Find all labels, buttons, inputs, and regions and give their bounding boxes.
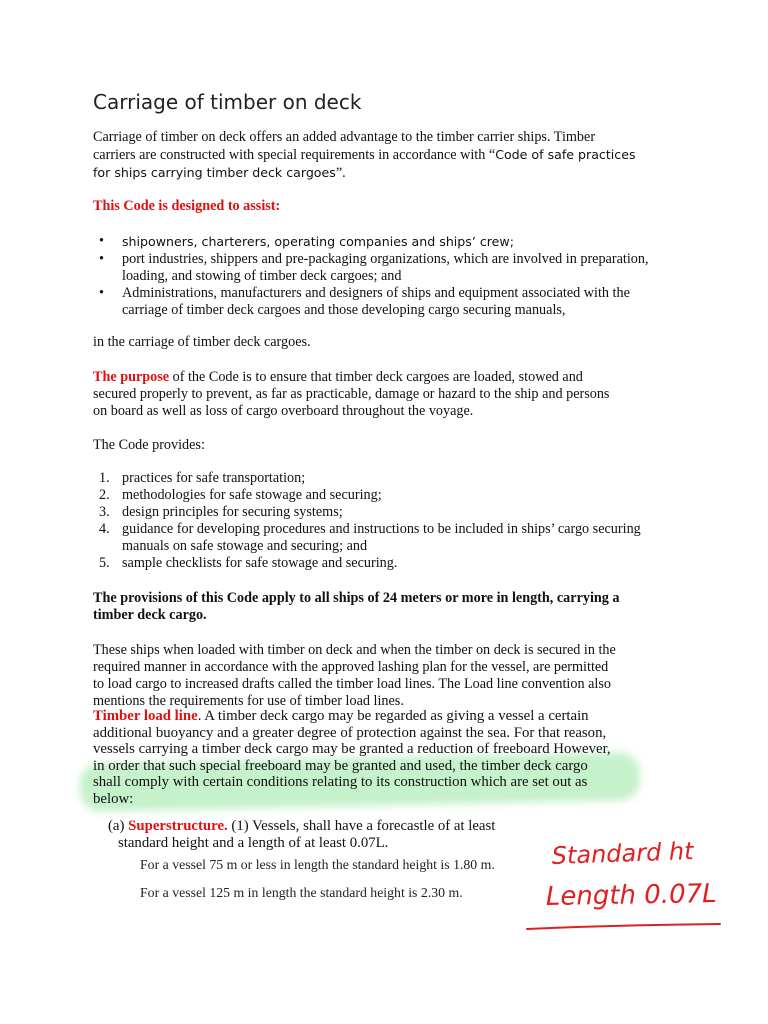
- intro-line-3a: for ships carrying timber deck cargoes: [93, 165, 336, 180]
- intro-line-1: Carriage of timber on deck offers an added advantage to the timber carrier ships. Timber: [93, 129, 596, 145]
- list-item: 1. practices for safe transportation;: [99, 470, 306, 486]
- highlighted-text: , the timber deck cargo: [452, 757, 588, 774]
- timber-load-line-paragraph: Timber load line. A timber deck cargo may be regarded as giving a vessel a certain additional buoyancy and a greater degree of protection against the sea. For that reason, vessels carrying a timber deck cargo may be granted a reduction of freeboard However, in order that such special freeboard may be granted and used, the timber deck cargo shall comply with certain conditions relating to its construction which are set out as below:: [93, 708, 611, 807]
- list-item: 5. sample checklists for safe stowage and securing.: [99, 555, 398, 571]
- intro-line-3b: ”.: [335, 165, 346, 181]
- list-item: 2. methodologies for safe stowage and securing;: [99, 487, 382, 503]
- vessel-125-text: For a vessel 125 m in length the standard height is 2.30 m.: [140, 885, 463, 900]
- list-item: 4. guidance for developing procedures and instructions to be included in ships’ cargo securing manuals on safe stowage and securing; and: [99, 521, 641, 554]
- timber-load-line-label: Timber load line: [93, 708, 198, 724]
- superstructure-label: Superstructure.: [128, 818, 228, 834]
- after-bullets-text: in the carriage of timber deck cargoes.: [93, 334, 311, 350]
- superstructure-paragraph: (a) Superstructure. (1) Vessels, shall have a forecastle of at least standard height and a length of at least 0.07L.: [108, 818, 496, 851]
- intro-line-2a: carriers are constructed with special requirements in accordance with “: [93, 147, 496, 163]
- list-item: 3. design principles for securing systems;: [99, 504, 343, 520]
- provides-intro: The Code provides:: [93, 437, 205, 453]
- list-item: • shipowners, charterers, operating companies and ships’ crew;: [93, 233, 673, 251]
- list-item: • port industries, shippers and pre-packaging organizations, which are involved in preparation, loading, and stowing of timber deck cargoes; and: [93, 251, 673, 285]
- purpose-label: The purpose: [93, 369, 170, 385]
- purpose-paragraph: The purpose of the Code is to ensure that timber deck cargoes are loaded, stowed and secured properly to prevent, as far as practicable, damage or hazard to the ship and persons on board as well as loss of cargo overboard throughout the voyage.: [93, 369, 610, 419]
- underline-stroke: [527, 924, 720, 929]
- ships-paragraph: These ships when loaded with timber on deck and when the timber on deck is secured in the required manner in accordance with the approved lashing plan for the vessel, are permitted to load cargo to increased drafts called the timber load lines. The Load line convention also mentions the requirements for use of timber load lines.: [93, 642, 616, 709]
- highlighted-text: below:: [93, 790, 134, 807]
- handwritten-line-2: Length 0.07L: [545, 879, 717, 912]
- handwritten-line-1: Standard ht: [551, 837, 694, 870]
- highlighted-text: shall comply with certain conditions relating to its construction which are set out as: [93, 774, 588, 790]
- page-title: Carriage of timber on deck: [93, 90, 362, 114]
- provisions-paragraph: The provisions of this Code apply to all ships of 24 meters or more in length, carrying a timber deck cargo.: [93, 590, 620, 623]
- intro-line-2b: Code of safe practices: [495, 147, 636, 162]
- list-item: • Administrations, manufacturers and designers of ships and equipment associated with the carriage of timber deck cargoes and those developing cargo securing manuals,: [93, 285, 673, 319]
- assist-heading: This Code is designed to assist:: [93, 198, 281, 214]
- vessel-75-text: For a vessel 75 m or less in length the standard height is 1.80 m.: [140, 857, 495, 872]
